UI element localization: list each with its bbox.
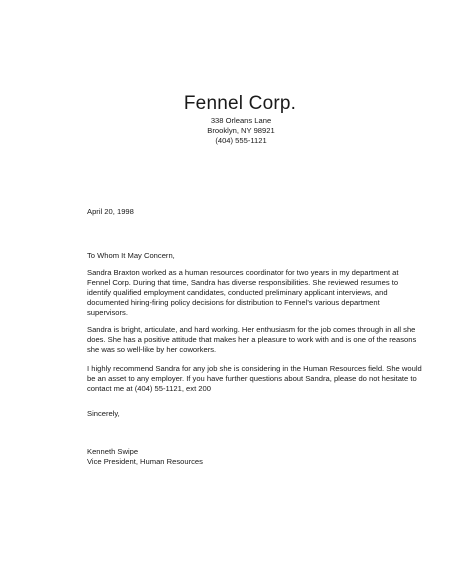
paragraph-line: identify qualified employment candidates, conducted preliminary applicant interviews, and	[87, 288, 388, 298]
closing: Sincerely,	[87, 409, 120, 418]
paragraph-line: Fennel Corp. During that time, Sandra has diverse responsibilities. She reviewed resumes to	[87, 278, 399, 288]
paragraph-line: Sandra is bright, articulate, and hard working. Her enthusiasm for the job comes through in all she	[87, 325, 416, 334]
paragraph-line: be an asset to any employer. If you have further questions about Sandra, please do not hesitate to	[87, 374, 417, 384]
paragraph-1	[87, 268, 399, 318]
signer-title: Vice President, Human Resources	[87, 457, 203, 466]
paragraph-line: contact me at (404) 55-1121, ext 200	[87, 384, 211, 394]
paragraph-3	[87, 364, 422, 394]
paragraph-2	[87, 325, 417, 355]
company-name: Fennel Corp.	[183, 93, 297, 114]
paragraph-line: Sandra Braxton worked as a human resources coordinator for two years in my department at	[87, 268, 399, 277]
signer-name: Kenneth Swipe	[87, 447, 139, 456]
paragraph-line: does. She has a positive attitude that makes her a pleasure to work with and is one of the reasons	[87, 335, 417, 345]
paragraph-line: supervisors.	[87, 308, 128, 318]
paragraph-line: I highly recommend Sandra for any job she is considering in the Human Resources field. She would	[87, 364, 422, 373]
salutation: To Whom It May Concern,	[87, 251, 175, 260]
paragraph-line: documented hiring-firing policy decisions for distribution to Fennel's various department	[87, 298, 380, 308]
letterhead	[0, 92, 474, 147]
address-street: 338 Orleans Lane	[210, 116, 272, 125]
paragraph-line: she was so well-like by her coworkers.	[87, 345, 217, 355]
letter-date: April 20, 1998	[87, 207, 134, 216]
address-phone: (404) 555-1121	[215, 136, 267, 146]
address-city: Brooklyn, NY 98921	[207, 126, 275, 136]
